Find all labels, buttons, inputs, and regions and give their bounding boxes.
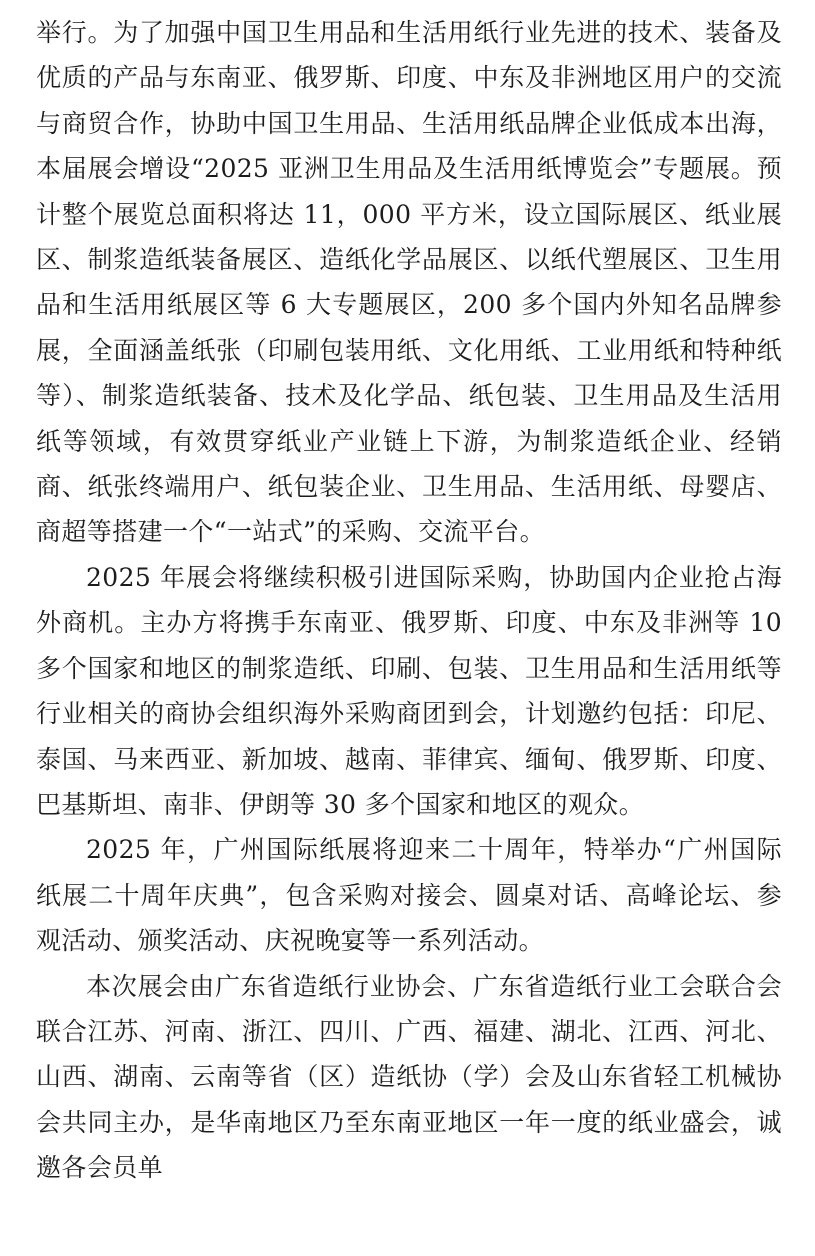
paragraph-continuation: 举行。为了加强中国卫生用品和生活用纸行业先进的技术、装备及优质的产品与东南亚、俄罗斯、印度、中东及非洲地区用户的交流与商贸合作，协助中国卫生用品、生活用纸品牌企业低成本出海，本届展会增设“2025 亚洲卫生用品及生活用纸博览会”专题展。预计整个展览总面积将达 11，000 平方米，设立国际展区、纸业展区、制浆造纸装备展区、造纸化学品展区、以纸代塑展区、卫生用品和生活用纸展区等 6 大专题展区，200 多个国内外知名品牌参展，全面涵盖纸张（印刷包装用纸、文化用纸、工业用纸和特种纸等）、制浆造纸装备、技术及化学品、纸包装、卫生用品及生活用纸等领域，有效贯穿纸业产业链上下游，为制浆造纸企业、经销商、纸张终端用户、纸包装企业、卫生用品、生活用纸、母婴店、商超等搭建一个“一站式”的采购、交流平台。	[36, 18, 782, 547]
document-page	[36, 10, 782, 1191]
paragraph-international-procurement: 2025 年展会将继续积极引进国际采购，协助国内企业抢占海外商机。主办方将携手东南亚、俄罗斯、印度、中东及非洲等 10 多个国家和地区的制浆造纸、印刷、包装、卫生用品和生活用纸等行业相关的商协会组织海外采购商团到会，计划邀约包括：印尼、泰国、马来西亚、新加坡、越南、菲律宾、缅甸、俄罗斯、印度、巴基斯坦、南非、伊朗等 30 多个国家和地区的观众。	[36, 562, 782, 819]
paragraph-twentieth-anniversary: 2025 年，广州国际纸展将迎来二十周年，特举办“广州国际纸展二十周年庆典”，包含采购对接会、圆桌对话、高峰论坛、参观活动、颁奖活动、庆祝晚宴等一系列活动。	[36, 835, 782, 956]
paragraph-organizers: 本次展会由广东省造纸行业协会、广东省造纸行业工会联合会联合江苏、河南、浙江、四川、广西、福建、湖北、江西、河北、山西、湖南、云南等省（区）造纸协（学）会及山东省轻工机械协会共同主办，是华南地区乃至东南亚地区一年一度的纸业盛会，诚邀各会员单	[36, 971, 782, 1183]
